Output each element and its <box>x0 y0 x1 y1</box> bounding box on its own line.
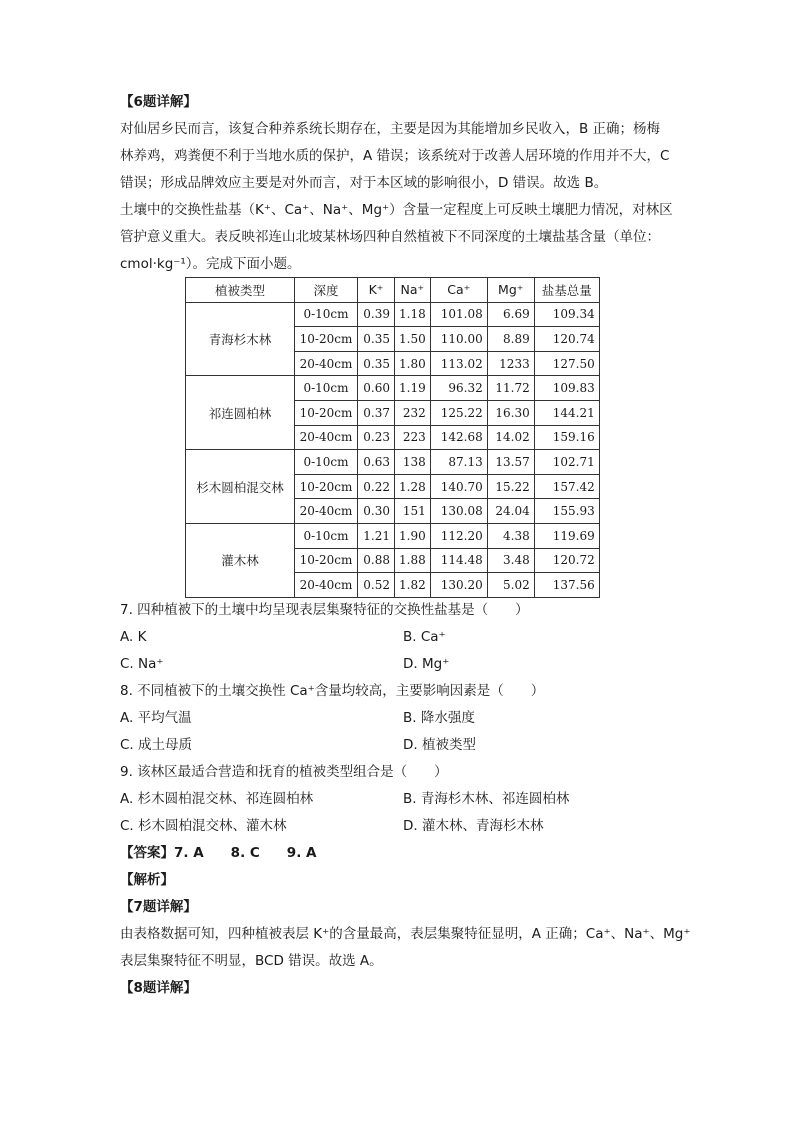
option-a: A. 平均气温 <box>120 709 192 726</box>
table-cell: 223 <box>395 425 431 450</box>
header-cell: 盐基总量 <box>534 278 599 303</box>
table-cell: 0.22 <box>358 474 395 499</box>
table-header-row <box>186 278 600 303</box>
table-cell: 120.74 <box>534 327 599 352</box>
table-cell: 0.35 <box>358 351 395 376</box>
section-header-q7: 【7题详解】 <box>120 898 197 915</box>
table-cell: 0-10cm <box>295 376 358 401</box>
table-cell: 1.28 <box>395 474 431 499</box>
document-page <box>120 92 700 1005</box>
option-a: A. 杉木圆柏混交林、祁连圆柏林 <box>120 790 314 807</box>
header-cell: Mg⁺ <box>487 278 534 303</box>
table-cell: 1.21 <box>358 523 395 548</box>
table-cell: 232 <box>395 400 431 425</box>
table-cell: 0.63 <box>358 450 395 475</box>
table-row <box>186 523 600 548</box>
table-cell: 137.56 <box>534 573 599 598</box>
question-7-options-row <box>120 627 700 654</box>
section-header-q8: 【8题详解】 <box>120 979 197 996</box>
table-cell: 159.16 <box>534 425 599 450</box>
header-cell: 深度 <box>295 278 358 303</box>
table-cell: 130.20 <box>430 573 487 598</box>
table-cell: 3.48 <box>487 548 534 573</box>
table-cell: 20-40cm <box>295 425 358 450</box>
option-c: C. 成土母质 <box>120 736 193 753</box>
answer-line: 【答案】7. A 8. C 9. A <box>120 844 317 861</box>
table-cell: 109.83 <box>534 376 599 401</box>
header-cell: K⁺ <box>358 278 395 303</box>
table-cell: 87.13 <box>430 450 487 475</box>
table-cell: 16.30 <box>487 400 534 425</box>
table-cell: 96.32 <box>430 376 487 401</box>
option-d: D. 植被类型 <box>403 736 476 753</box>
table-cell: 10-20cm <box>295 400 358 425</box>
table-cell: 0-10cm <box>295 450 358 475</box>
table-cell: 140.70 <box>430 474 487 499</box>
header-cell: Ca⁺ <box>430 278 487 303</box>
paragraph-line: 表层集聚特征不明显，BCD 错误。故选 A。 <box>120 952 383 969</box>
table-cell: 10-20cm <box>295 474 358 499</box>
table-cell: 0.39 <box>358 302 395 327</box>
option-b: B. 青海杉木林、祁连圆柏林 <box>403 790 570 807</box>
vegetation-type-cell: 杉木圆柏混交林 <box>186 450 295 524</box>
table-cell: 1.50 <box>395 327 431 352</box>
table-cell: 144.21 <box>534 400 599 425</box>
table-cell: 0-10cm <box>295 302 358 327</box>
table-cell: 6.69 <box>487 302 534 327</box>
table-row <box>186 450 600 475</box>
table-cell: 101.08 <box>430 302 487 327</box>
option-b: B. 降水强度 <box>403 709 475 726</box>
intro-line: 土壤中的交换性盐基（K⁺、Ca⁺、Na⁺、Mg⁺）含量一定程度上可反映土壤肥力情况，对林区 <box>120 202 673 218</box>
table-cell: 1.19 <box>395 376 431 401</box>
table-cell: 13.57 <box>487 450 534 475</box>
table-cell: 155.93 <box>534 499 599 524</box>
table-cell: 0.88 <box>358 548 395 573</box>
table-cell: 20-40cm <box>295 573 358 598</box>
table-cell: 112.20 <box>430 523 487 548</box>
vegetation-type-cell: 祁连圆柏林 <box>186 376 295 450</box>
table-cell: 14.02 <box>487 425 534 450</box>
table-cell: 1.80 <box>395 351 431 376</box>
table-cell: 138 <box>395 450 431 475</box>
header-cell: 植被类型 <box>186 278 295 303</box>
question-9-options-row <box>120 816 700 843</box>
header-cell: Na⁺ <box>395 278 431 303</box>
intro-line: cmol·kg⁻¹）。完成下面小题。 <box>120 256 301 272</box>
table-cell: 8.89 <box>487 327 534 352</box>
table-cell: 102.71 <box>534 450 599 475</box>
vegetation-type-cell: 灌木林 <box>186 523 295 597</box>
intro-line: 管护意义重大。表反映祁连山北坡某林场四种自然植被下不同深度的土壤盐基含量（单位： <box>120 229 660 245</box>
table-cell: 24.04 <box>487 499 534 524</box>
table-cell: 4.38 <box>487 523 534 548</box>
option-c: C. Na⁺ <box>120 655 164 672</box>
table-cell: 142.68 <box>430 425 487 450</box>
table-cell: 130.08 <box>430 499 487 524</box>
table-cell: 127.50 <box>534 351 599 376</box>
option-d: D. 灌木林、青海杉木林 <box>403 817 544 834</box>
paragraph-line: 林养鸡，鸡粪便不利于当地水质的保护，A 错误；该系统对于改善人居环境的作用并不大，C <box>120 148 670 164</box>
question-8-options-row <box>120 735 700 762</box>
table-cell: 114.48 <box>430 548 487 573</box>
option-c: C. 杉木圆柏混交林、灌木林 <box>120 817 287 834</box>
table-cell: 0.23 <box>358 425 395 450</box>
table-cell: 0.30 <box>358 499 395 524</box>
table-cell: 10-20cm <box>295 327 358 352</box>
table-row <box>186 376 600 401</box>
table-cell: 120.72 <box>534 548 599 573</box>
question-7-options-row <box>120 654 700 681</box>
table-cell: 1.88 <box>395 548 431 573</box>
paragraph-line: 错误；形成品牌效应主要是对外而言，对于本区域的影响很小，D 错误。故选 B。 <box>120 175 608 191</box>
option-d: D. Mg⁺ <box>403 655 450 672</box>
question-8-stem: 8. 不同植被下的土壤交换性 Ca⁺含量均较高，主要影响因素是（ ） <box>120 682 545 699</box>
table-cell: 109.34 <box>534 302 599 327</box>
table-cell: 113.02 <box>430 351 487 376</box>
table-cell: 0-10cm <box>295 523 358 548</box>
table-cell: 0.35 <box>358 327 395 352</box>
paragraph-line: 对仙居乡民而言，该复合种养系统长期存在，主要是因为其能增加乡民收入，B 正确；杨梅 <box>120 121 661 137</box>
table-cell: 15.22 <box>487 474 534 499</box>
table-row <box>186 302 600 327</box>
question-8-options-row <box>120 708 700 735</box>
table-cell: 0.37 <box>358 400 395 425</box>
table-cell: 0.52 <box>358 573 395 598</box>
table-cell: 11.72 <box>487 376 534 401</box>
paragraph-line: 由表格数据可知，四种植被表层 K⁺的含量最高，表层集聚特征显明，A 正确；Ca⁺、Na⁺、Mg⁺ <box>120 925 691 942</box>
analysis-header: 【解析】 <box>120 871 174 888</box>
question-9-stem: 9. 该林区最适合营造和抚育的植被类型组合是（ ） <box>120 763 448 780</box>
table-cell: 1233 <box>487 351 534 376</box>
soil-base-table <box>185 277 600 598</box>
table-cell: 5.02 <box>487 573 534 598</box>
table-cell: 1.82 <box>395 573 431 598</box>
table-cell: 157.42 <box>534 474 599 499</box>
section-header-q6: 【6题详解】 <box>120 94 197 110</box>
table-cell: 1.90 <box>395 523 431 548</box>
table-cell: 20-40cm <box>295 499 358 524</box>
table-cell: 125.22 <box>430 400 487 425</box>
option-a: A. K <box>120 628 147 645</box>
vegetation-type-cell: 青海杉木林 <box>186 302 295 376</box>
question-9-options-row <box>120 789 700 816</box>
table-cell: 1.18 <box>395 302 431 327</box>
question-7-stem: 7. 四种植被下的土壤中均呈现表层集聚特征的交换性盐基是（ ） <box>120 601 529 618</box>
table-cell: 0.60 <box>358 376 395 401</box>
table-cell: 151 <box>395 499 431 524</box>
table-cell: 10-20cm <box>295 548 358 573</box>
table-cell: 110.00 <box>430 327 487 352</box>
option-b: B. Ca⁺ <box>403 628 446 645</box>
table-cell: 119.69 <box>534 523 599 548</box>
table-cell: 20-40cm <box>295 351 358 376</box>
